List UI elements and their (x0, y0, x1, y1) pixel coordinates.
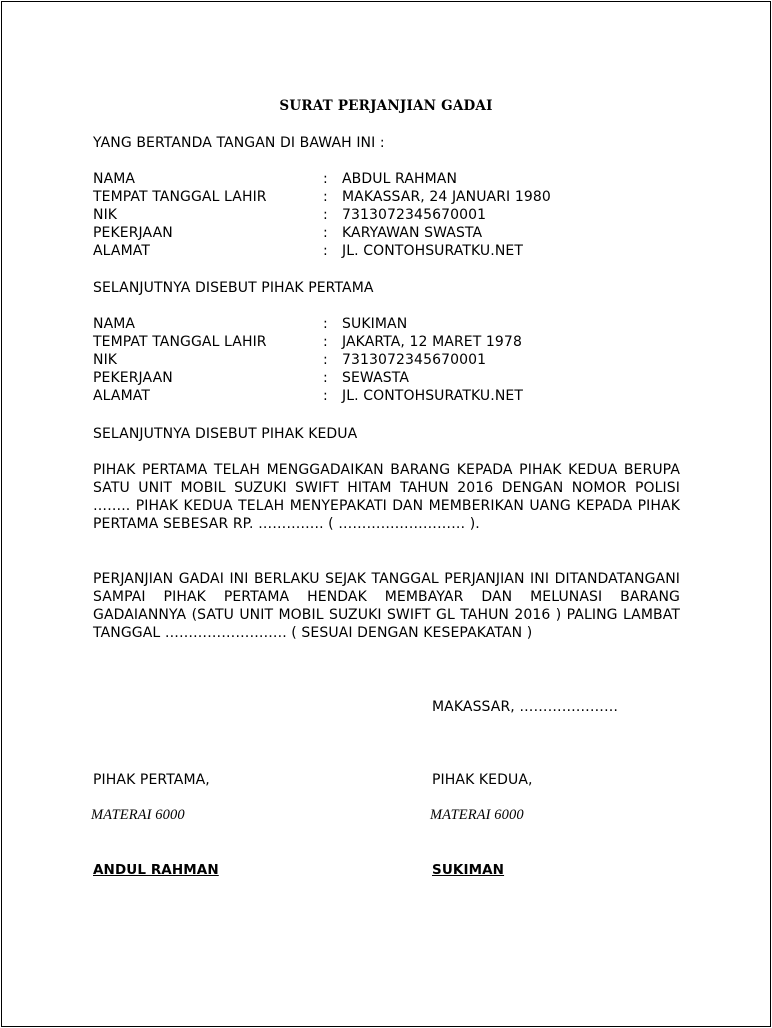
signature-right-stamp: MATERAI 6000 (430, 807, 524, 823)
field-value: KARYAWAN SWASTA (342, 225, 483, 241)
field-label: NAMA (93, 316, 136, 332)
party2-address-row (93, 387, 693, 405)
party1-name-row (93, 170, 693, 188)
field-value: JL. CONTOHSURATKU.NET (342, 243, 524, 259)
signature-left-stamp: MATERAI 6000 (91, 807, 185, 823)
party1-address-row (93, 242, 693, 260)
page-title: SURAT PERJANJIAN GADAI (279, 98, 493, 114)
field-value: 7313072345670001 (342, 352, 487, 368)
party2-designation: SELANJUTNYA DISEBUT PIHAK KEDUA (93, 426, 358, 442)
field-colon: : (323, 225, 328, 241)
field-label: ALAMAT (93, 388, 150, 404)
field-colon: : (323, 171, 328, 187)
field-value: ABDUL RAHMAN (342, 171, 458, 187)
field-colon: : (323, 352, 328, 368)
signature-left-name: ANDUL RAHMAN (93, 862, 219, 878)
signature-right-name: SUKIMAN (432, 862, 505, 878)
intro-line: YANG BERTANDA TANGAN DI BAWAH INI : (93, 135, 385, 151)
party2-name-row (93, 315, 693, 333)
letter-page (1, 1, 771, 1027)
party1-job-row (93, 224, 693, 242)
field-label: ALAMAT (93, 243, 150, 259)
field-label: TEMPAT TANGGAL LAHIR (93, 334, 267, 350)
field-value: 7313072345670001 (342, 207, 487, 223)
field-colon: : (323, 370, 328, 386)
party2-birth-row (93, 333, 693, 351)
field-colon: : (323, 316, 328, 332)
party1-nik-row (93, 206, 693, 224)
signature-left-role: PIHAK PERTAMA, (93, 772, 210, 788)
field-value: JL. CONTOHSURATKU.NET (342, 388, 524, 404)
field-label: PEKERJAAN (93, 225, 173, 241)
field-colon: : (323, 334, 328, 350)
field-colon: : (323, 388, 328, 404)
field-label: NIK (93, 207, 118, 223)
field-value: SEWASTA (342, 370, 410, 386)
agreement-paragraph-2: PERJANJIAN GADAI INI BERLAKU SEJAK TANGGAL PERJANJIAN INI DITANDATANGANI SAMPAI PIHAK PERTAMA HENDAK MEMBAYAR DAN MELUNASI BARANG GADAIANNYA (SATU UNIT MOBIL SUZUKI SWIFT GL TAHUN 2016 ) PALING LAMBAT TANGGAL …………………….. ( SESUAI DENGAN KESEPAKATAN ) (93, 571, 680, 641)
party1-birth-row (93, 188, 693, 206)
place-date: MAKASSAR, ………………… (432, 699, 619, 715)
signature-right-role: PIHAK KEDUA, (432, 772, 533, 788)
field-value: MAKASSAR, 24 JANUARI 1980 (342, 189, 551, 205)
field-value: SUKIMAN (342, 316, 408, 332)
party2-job-row (93, 369, 693, 387)
field-label: PEKERJAAN (93, 370, 173, 386)
field-label: NIK (93, 352, 118, 368)
agreement-paragraph-1: PIHAK PERTAMA TELAH MENGGADAIKAN BARANG KEPADA PIHAK KEDUA BERUPA SATU UNIT MOBIL SUZUKI SWIFT HITAM TAHUN 2016 DENGAN NOMOR POLISI …….. PIHAK KEDUA TELAH MENYEPAKATI DAN MEMBERIKAN UANG KEPADA PIHAK PERTAMA SEBESAR RP. ………….. ( ……………………… ). (93, 462, 680, 532)
party1-designation: SELANJUTNYA DISEBUT PIHAK PERTAMA (93, 280, 374, 296)
field-colon: : (323, 207, 328, 223)
field-label: NAMA (93, 171, 136, 187)
field-colon: : (323, 189, 328, 205)
field-value: JAKARTA, 12 MARET 1978 (342, 334, 522, 350)
field-label: TEMPAT TANGGAL LAHIR (93, 189, 267, 205)
party2-nik-row (93, 351, 693, 369)
field-colon: : (323, 243, 328, 259)
